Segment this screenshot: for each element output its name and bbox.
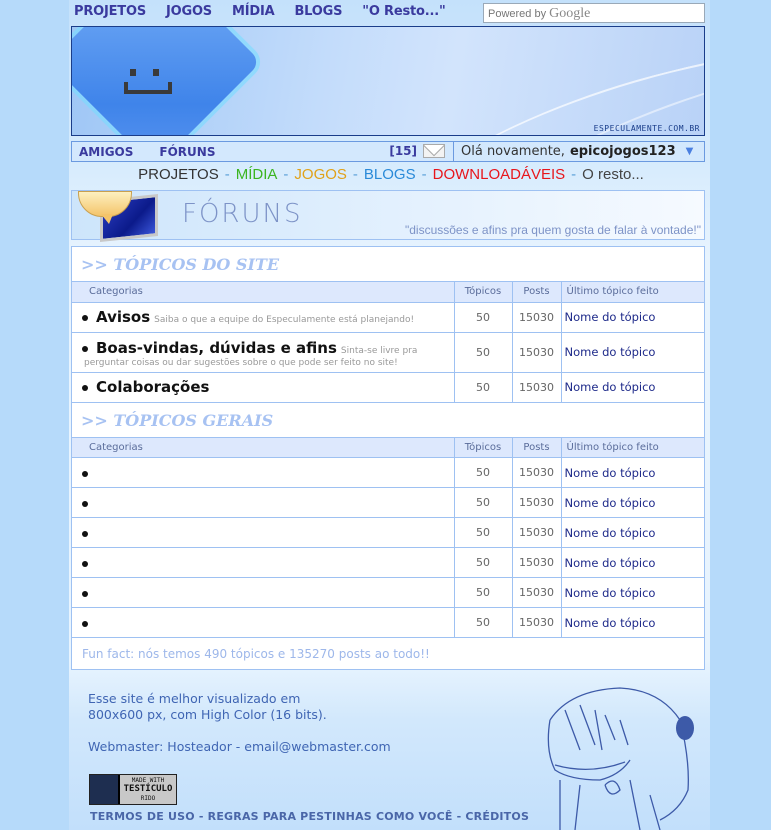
category-cell: [72, 578, 454, 608]
topics-count: 50: [454, 458, 512, 488]
category-link[interactable]: Colaborações: [96, 378, 210, 396]
category-cell: [72, 332, 454, 372]
header-ultimo: Último tópico feito: [561, 282, 704, 302]
catnav-projetos[interactable]: PROJETOS: [138, 166, 219, 183]
message-count: [15]: [389, 144, 417, 158]
link-termos[interactable]: TERMOS DE USO: [90, 810, 195, 823]
last-topic-cell: [561, 302, 704, 332]
table-row: [72, 608, 704, 638]
top-nav: [74, 4, 466, 19]
posts-count: 15030: [512, 488, 561, 518]
last-topic-link[interactable]: Nome do tópico: [564, 310, 656, 324]
category-cell: [72, 608, 454, 638]
topnav-jogos[interactable]: JOGOS: [166, 4, 212, 19]
separator: -: [283, 166, 289, 183]
footer-line-1: Esse site é melhor visualizado em: [88, 691, 301, 706]
footer-line-2: 800x600 px, com High Color (16 bits).: [88, 707, 327, 722]
bullet-icon: [82, 531, 88, 537]
badge-mid: TESTÍCULO: [123, 784, 173, 794]
user-links: [71, 141, 454, 162]
table-row: [72, 372, 704, 402]
topics-count: 50: [454, 302, 512, 332]
header-topicos: Tópicos: [454, 282, 512, 302]
last-topic-cell: [561, 332, 704, 372]
made-with-badge[interactable]: [89, 774, 177, 805]
forum-panel: [71, 246, 705, 670]
last-topic-cell: [561, 488, 704, 518]
mascot-face-icon: [120, 27, 240, 136]
posts-count: 15030: [512, 608, 561, 638]
search-input[interactable]: [483, 3, 705, 23]
catnav-o-resto[interactable]: O resto...: [582, 166, 644, 183]
category-nav: [71, 166, 711, 183]
last-topic-link[interactable]: Nome do tópico: [564, 495, 656, 510]
catnav-downloadaveis[interactable]: DOWNLOADÁVEIS: [432, 166, 566, 183]
link-regras[interactable]: REGRAS PARA PESTINHAS COMO VOCÊ: [207, 810, 453, 823]
messages-button[interactable]: [389, 144, 445, 158]
topnav-midia[interactable]: MÍDIA: [231, 4, 275, 19]
page-title: FÓRUNS: [182, 199, 303, 229]
last-topic-link[interactable]: Nome do tópico: [564, 345, 656, 359]
forum-header: [71, 190, 705, 240]
chevron-down-icon[interactable]: ▼: [685, 146, 694, 157]
bullet-icon: [82, 561, 88, 567]
site-banner[interactable]: [71, 26, 705, 136]
greeting: Olá novamente,: [461, 144, 565, 159]
last-topic-cell: [561, 518, 704, 548]
topics-count: 50: [454, 608, 512, 638]
category-desc: Saiba o que a equipe do Especulamente está planejando!: [154, 315, 415, 325]
topnav-o-resto[interactable]: "O Resto...": [362, 4, 446, 19]
envelope-icon: [423, 144, 445, 158]
posts-count: 15030: [512, 302, 561, 332]
header-posts: Posts: [512, 282, 561, 302]
bullet-icon: [82, 346, 88, 352]
header-posts: Posts: [512, 438, 561, 458]
topics-count: 50: [454, 488, 512, 518]
header-categorias: Categorias: [72, 282, 454, 302]
notepad-icon: [90, 775, 120, 804]
category-cell: [72, 548, 454, 578]
separator: -: [421, 166, 427, 183]
category-link[interactable]: Boas-vindas, dúvidas e afins: [96, 339, 337, 357]
separator: -: [571, 166, 577, 183]
user-bar: [71, 141, 705, 162]
username: epicojogos123: [569, 144, 676, 159]
header-categorias: Categorias: [72, 438, 454, 458]
link-creditos[interactable]: CRÉDITOS: [465, 810, 530, 823]
topics-count: 50: [454, 332, 512, 372]
category-desc-2: perguntar coisas ou dar sugestões sobre o que pode ser feito no site!: [84, 358, 398, 368]
topnav-projetos[interactable]: PROJETOS: [74, 4, 146, 19]
posts-count: 15030: [512, 518, 561, 548]
topics-count: 50: [454, 578, 512, 608]
last-topic-link[interactable]: Nome do tópico: [564, 555, 656, 570]
footer-info: [88, 691, 391, 755]
catnav-jogos[interactable]: JOGOS: [294, 166, 347, 183]
section-title: >> TÓPICOS GERAIS: [72, 403, 704, 438]
badge-top: MADE WITH: [131, 777, 165, 784]
google-logo: Google: [549, 6, 591, 21]
last-topic-link[interactable]: Nome do tópico: [564, 525, 656, 540]
last-topic-cell: [561, 372, 704, 402]
page-subtitle: "discussões e afins pra quem gosta de falar à vontade!": [404, 223, 701, 237]
forum-table-site: [72, 282, 704, 403]
fun-fact: Fun fact: nós temos 490 tópicos e 135270 posts ao todo!!: [82, 647, 430, 661]
separator: -: [224, 166, 230, 183]
bullet-icon: [82, 591, 88, 597]
badge-bot: RIDO: [140, 795, 156, 802]
webmaster-info: Webmaster: Hosteador - email@webmaster.com: [88, 739, 391, 754]
bullet-icon: [82, 471, 88, 477]
last-topic-cell: [561, 578, 704, 608]
posts-count: 15030: [512, 458, 561, 488]
table-row: [72, 332, 704, 372]
category-cell: [72, 302, 454, 332]
bullet-icon: [82, 385, 88, 391]
table-row: [72, 302, 704, 332]
topics-count: 50: [454, 518, 512, 548]
topics-count: 50: [454, 372, 512, 402]
category-cell: [72, 372, 454, 402]
table-row: [72, 518, 704, 548]
table-row: [72, 488, 704, 518]
link-amigos[interactable]: AMIGOS: [79, 144, 134, 159]
table-row: [72, 548, 704, 578]
category-cell: [72, 488, 454, 518]
catnav-blogs[interactable]: BLOGS: [363, 166, 416, 183]
banner-site-name: ESPECULAMENTE.COM.BR: [593, 124, 700, 133]
footer-links: [90, 810, 529, 823]
mascot-sketch-icon: [540, 680, 700, 830]
category-link[interactable]: Avisos: [96, 308, 151, 326]
section-title: >> TÓPICOS DO SITE: [72, 247, 704, 282]
separator: -: [452, 810, 466, 823]
last-topic-link[interactable]: Nome do tópico: [564, 615, 656, 630]
forum-table-gerais: [72, 438, 704, 639]
topnav-blogs[interactable]: BLOGS: [294, 4, 343, 19]
posts-count: 15030: [512, 372, 561, 402]
table-header-row: [72, 438, 704, 458]
header-ultimo: Último tópico feito: [561, 438, 704, 458]
last-topic-link[interactable]: Nome do tópico: [564, 465, 656, 480]
last-topic-link[interactable]: Nome do tópico: [564, 585, 656, 600]
posts-count: 15030: [512, 578, 561, 608]
table-row: [72, 458, 704, 488]
header-topicos: Tópicos: [454, 438, 512, 458]
posts-count: 15030: [512, 332, 561, 372]
table-row: [72, 578, 704, 608]
bullet-icon: [82, 315, 88, 321]
last-topic-cell: [561, 548, 704, 578]
last-topic-cell: [561, 458, 704, 488]
category-cell: [72, 518, 454, 548]
bullet-icon: [82, 501, 88, 507]
catnav-midia[interactable]: MÍDIA: [235, 166, 278, 183]
category-desc: Sinta-se livre pra: [340, 346, 418, 356]
search-placeholder-prefix: Powered by: [488, 8, 547, 20]
separator: -: [352, 166, 358, 183]
category-cell: [72, 458, 454, 488]
last-topic-link[interactable]: Nome do tópico: [564, 380, 656, 394]
bullet-icon: [82, 621, 88, 627]
link-foruns[interactable]: FÓRUNS: [159, 144, 216, 159]
table-header-row: [72, 282, 704, 302]
last-topic-cell: [561, 608, 704, 638]
badge-text: [120, 775, 176, 804]
separator: -: [194, 810, 208, 823]
posts-count: 15030: [512, 548, 561, 578]
user-menu[interactable]: [454, 141, 705, 162]
topics-count: 50: [454, 548, 512, 578]
